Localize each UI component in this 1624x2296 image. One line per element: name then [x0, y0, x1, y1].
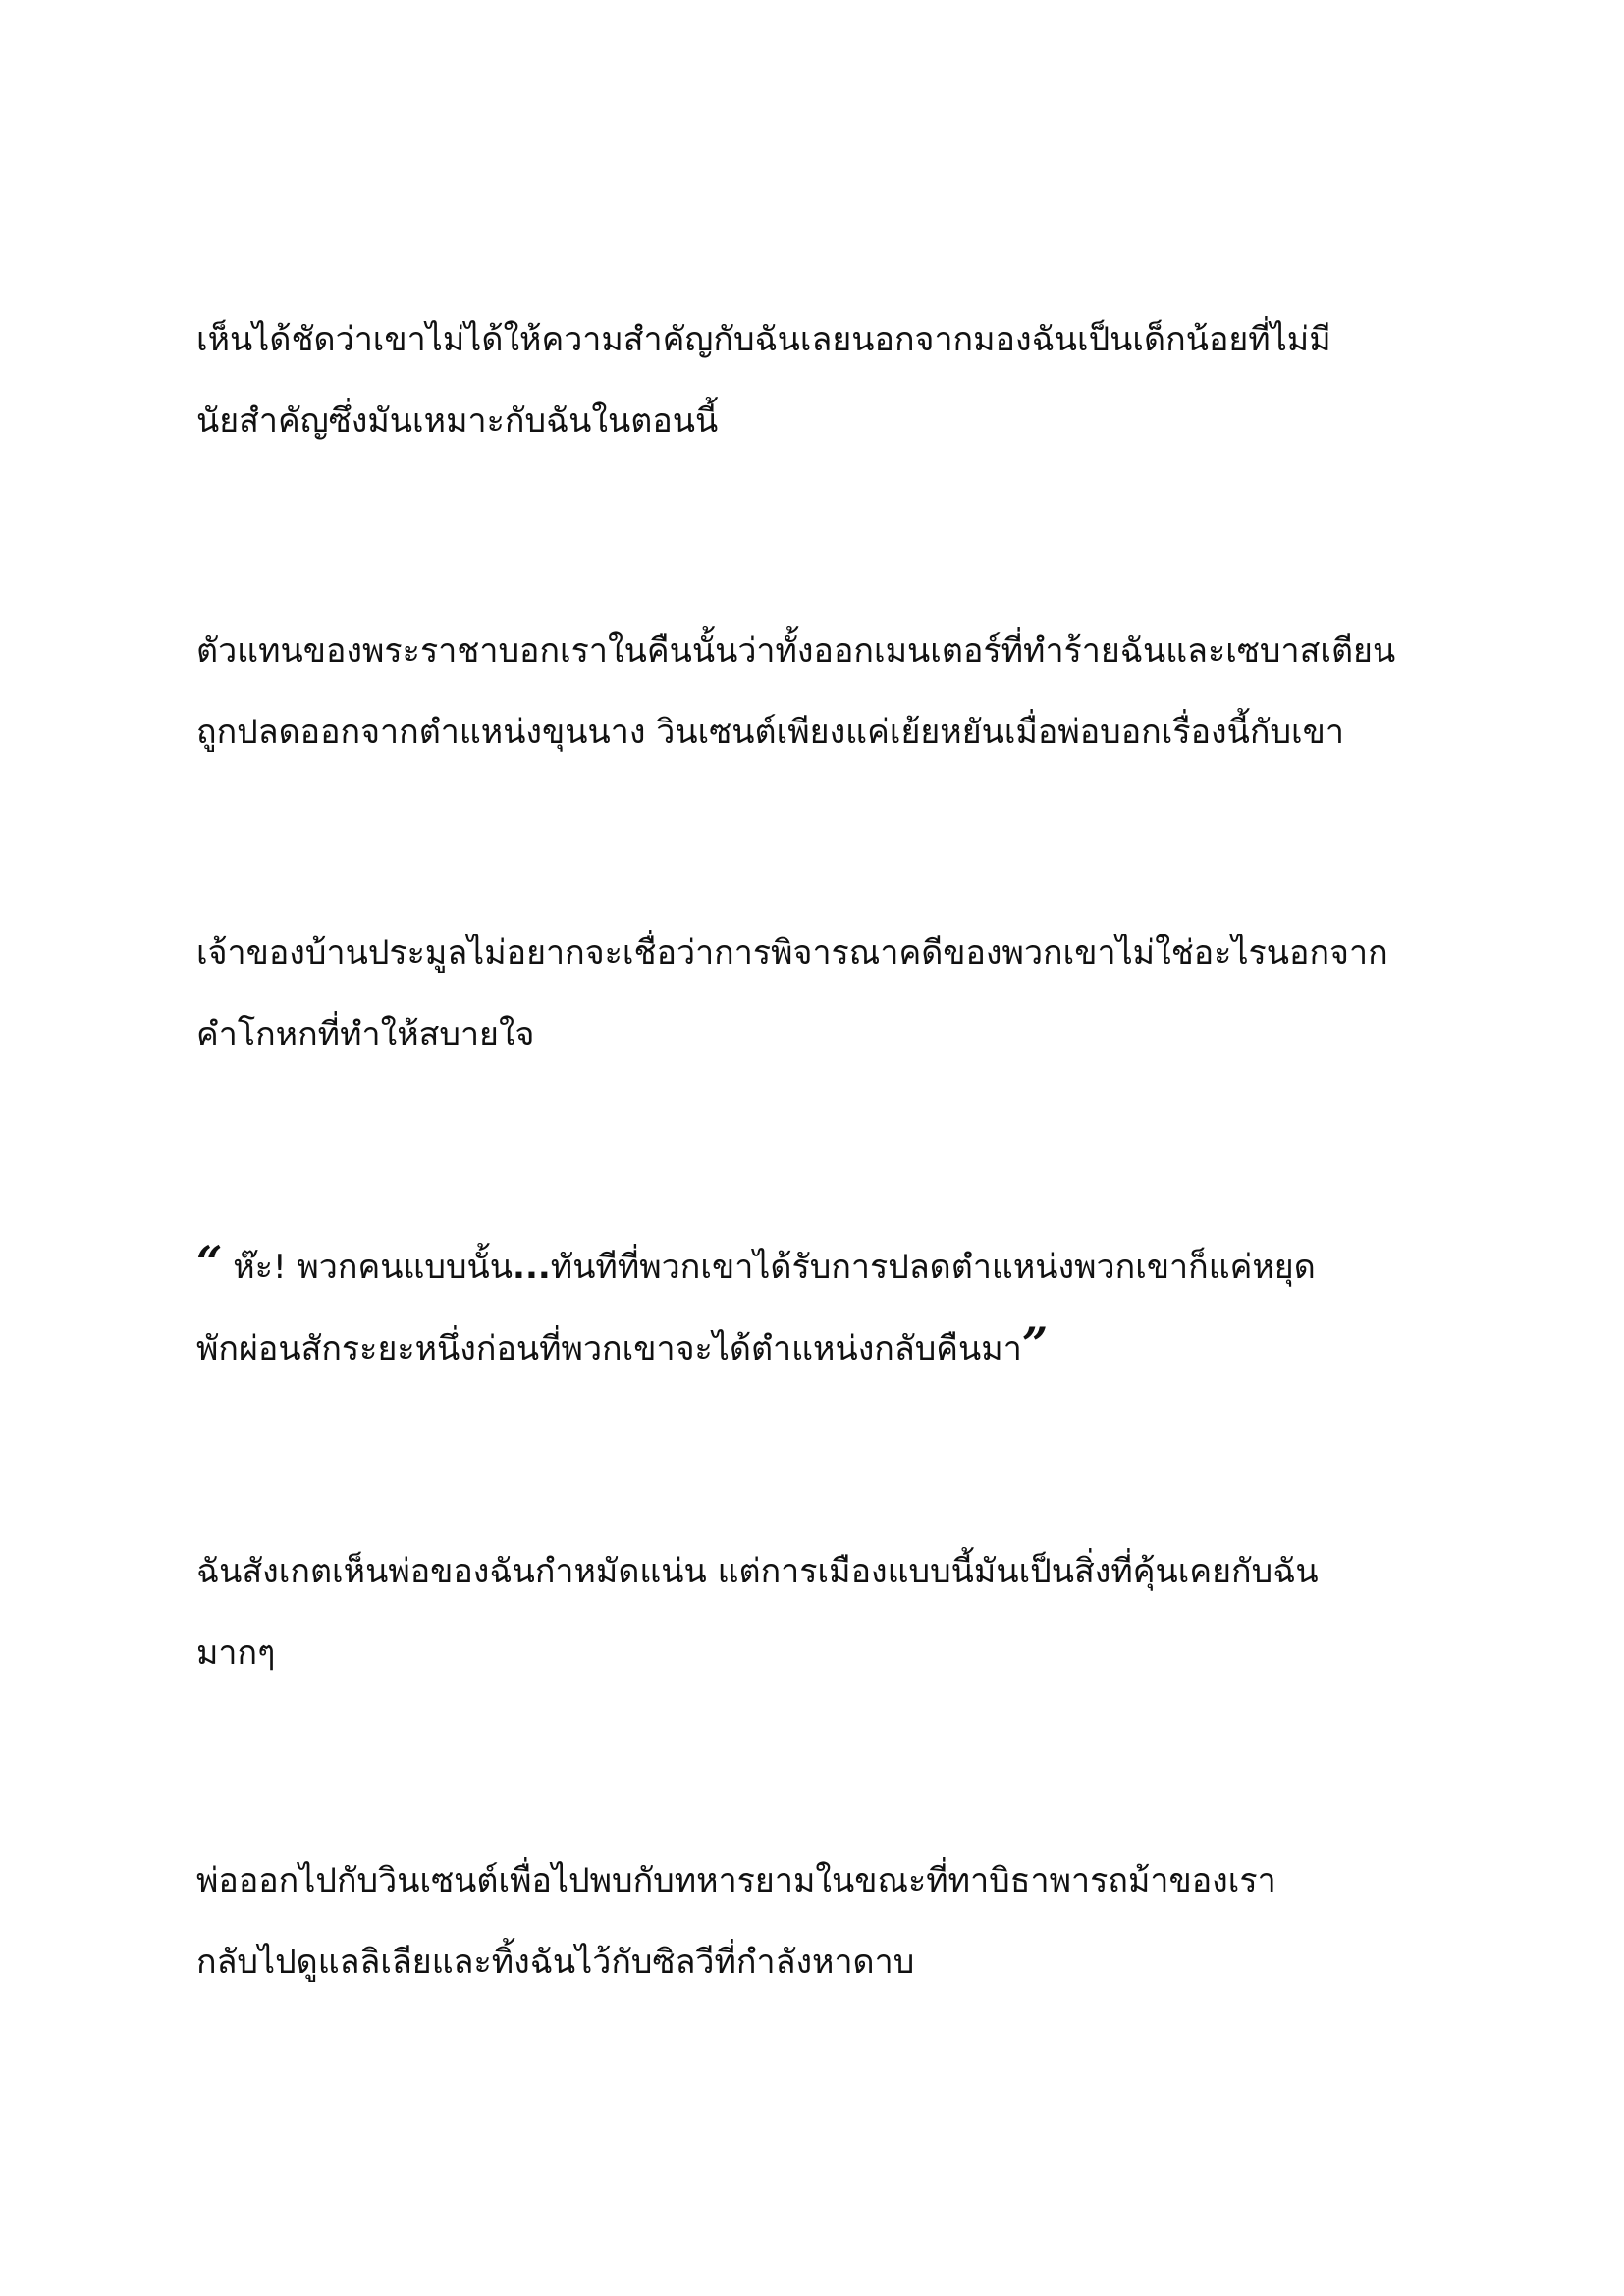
paragraph-4-line-1: [196, 1222, 1473, 1304]
open-quote-mark: “: [196, 1236, 223, 1289]
dialogue-text-start: ห๊ะ! พวกคนแบบนั้น: [222, 1248, 514, 1287]
paragraph-1: [196, 299, 1473, 462]
paragraph-3: [196, 913, 1473, 1076]
paragraph-1-line-2: นัยสำคัญซึ่งมันเหมาะกับฉันในตอนนี้: [196, 401, 719, 441]
paragraph-2-line-1: ตัวแทนของพระราชาบอกเราในคืนนั้นว่าทั้งออกเมนเตอร์ที่ทำร้ายฉันและเซบาสเตียน: [196, 631, 1396, 670]
paragraph-5-line-1: ฉันสังเกตเห็นพ่อของฉันกำหมัดแน่น แต่การเมืองแบบนี้มันเป็นสิ่งที่คุ้นเคยกับฉัน: [196, 1552, 1319, 1591]
dialogue-text-end: พักผ่อนสักระยะหนึ่งก่อนที่พวกเขาจะได้ตำแหน่งกลับคืนมา: [196, 1329, 1022, 1368]
paragraph-3-line-2: คำโกหกที่ทำให้สบายใจ: [196, 1015, 535, 1054]
paragraph-2: [196, 611, 1473, 774]
paragraph-5: [196, 1531, 1473, 1694]
close-quote-mark: ”: [1021, 1317, 1049, 1370]
paragraph-6-line-1: พ่อออกไปกับวินเซนต์เพื่อไปพบกับทหารยามในขณะที่ทาบิธาพารถม้าของเรา: [196, 1861, 1276, 1900]
ellipsis: ...: [513, 1248, 551, 1287]
dialogue-text-continued: ทันทีที่พวกเขาได้รับการปลดตำแหน่งพวกเขาก็แค่หยุด: [550, 1248, 1316, 1287]
paragraph-4-line-2: [196, 1304, 1473, 1385]
paragraph-3-line-1: เจ้าของบ้านประมูลไม่อยากจะเชื่อว่าการพิจารณาคดีของพวกเขาไม่ใช่อะไรนอกจาก: [196, 934, 1388, 973]
paragraph-6-line-2: กลับไปดูแลลิเลียและทิ้งฉันไว้กับซิลวีที่กำลังหาดาบ: [196, 1943, 915, 1982]
paragraph-5-line-2: มากๆ: [196, 1633, 276, 1673]
paragraph-4-dialogue: [196, 1222, 1473, 1385]
paragraph-6: [196, 1841, 1473, 2003]
paragraph-1-line-1: เห็นได้ชัดว่าเขาไม่ได้ให้ความสำคัญกับฉันเลยนอกจากมองฉันเป็นเด็กน้อยที่ไม่มี: [196, 320, 1331, 359]
paragraph-2-line-2: ถูกปลดออกจากตำแหน่งขุนนาง วินเซนต์เพียงแค่เย้ยหยันเมื่อพ่อบอกเรื่องนี้กับเขา: [196, 713, 1345, 752]
